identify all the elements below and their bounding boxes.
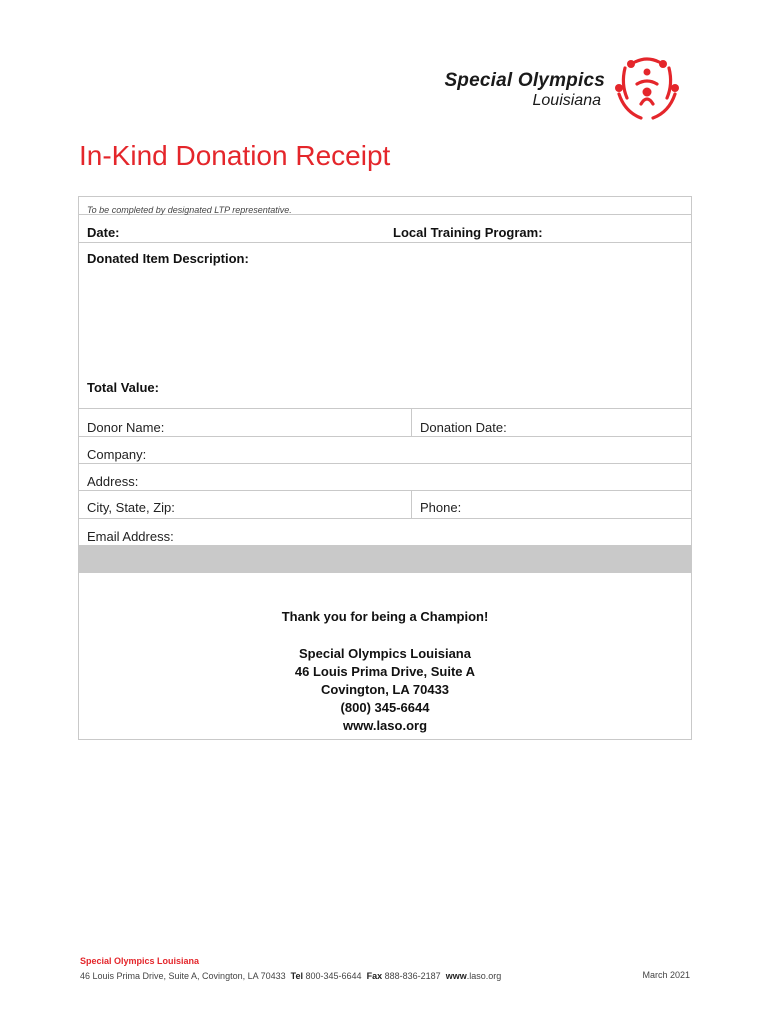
form-note-row: [79, 197, 691, 215]
footer-fax-label: Fax: [366, 971, 383, 981]
thanks-section: [79, 573, 691, 739]
org-address-block: [79, 645, 691, 735]
donor-name-label: Donor Name:: [87, 420, 165, 435]
ltp-field[interactable]: [385, 215, 691, 242]
footer-org: Special Olympics Louisiana: [80, 956, 200, 966]
date-ltp-row: [79, 215, 691, 243]
footer-tel-label: Tel: [290, 971, 303, 981]
donation-date-field[interactable]: [412, 409, 691, 436]
city-state-zip-field[interactable]: [79, 491, 412, 518]
divider-band: [79, 546, 691, 573]
footer-contact: [80, 971, 690, 981]
phone-field[interactable]: [412, 491, 691, 518]
company-field[interactable]: [79, 437, 691, 464]
address-field[interactable]: [79, 464, 691, 491]
org-street: 46 Louis Prima Drive, Suite A: [294, 664, 476, 679]
date-field[interactable]: [79, 215, 385, 242]
org-name: Special Olympics Louisiana: [299, 646, 471, 661]
date-label: Date:: [87, 225, 120, 240]
footer-web-label: www: [445, 971, 467, 981]
footer-web: .laso.org: [466, 971, 502, 981]
email-field[interactable]: [79, 519, 691, 546]
city-phone-row: [79, 491, 691, 519]
form-note: To be completed by designated LTP representative.: [87, 205, 292, 215]
footer-tel: 800-345-6644: [305, 971, 362, 981]
page-title: In-Kind Donation Receipt: [79, 140, 391, 171]
address-label: Address:: [87, 474, 139, 489]
logo-subtitle: Louisiana: [532, 92, 601, 109]
footer: [80, 956, 690, 981]
donor-row: [79, 409, 691, 437]
org-phone: (800) 345-6644: [340, 700, 430, 715]
city-state-zip-label: City, State, Zip:: [87, 500, 175, 515]
email-label: Email Address:: [87, 529, 174, 544]
logo-title: Special Olympics: [444, 70, 605, 91]
description-field[interactable]: [79, 243, 691, 409]
phone-label: Phone:: [420, 500, 462, 515]
company-label: Company:: [87, 447, 147, 462]
footer-fax: 888-836-2187: [384, 971, 441, 981]
donation-date-label: Donation Date:: [420, 420, 507, 435]
logo: [405, 54, 685, 130]
thanks-message: Thank you for being a Champion!: [281, 609, 489, 624]
footer-address: 46 Louis Prima Drive, Suite A, Covington, LA 70433: [80, 971, 286, 981]
org-website: www.laso.org: [342, 718, 428, 733]
ltp-label: Local Training Program:: [393, 225, 543, 240]
donor-name-field[interactable]: [79, 409, 412, 436]
special-olympics-emblem-icon: [611, 54, 683, 126]
footer-date: March 2021: [642, 970, 690, 980]
total-value-label: Total Value:: [87, 380, 159, 395]
donation-form: [78, 196, 692, 740]
org-city: Covington, LA 70433: [320, 682, 450, 697]
description-label: Donated Item Description:: [87, 251, 249, 266]
